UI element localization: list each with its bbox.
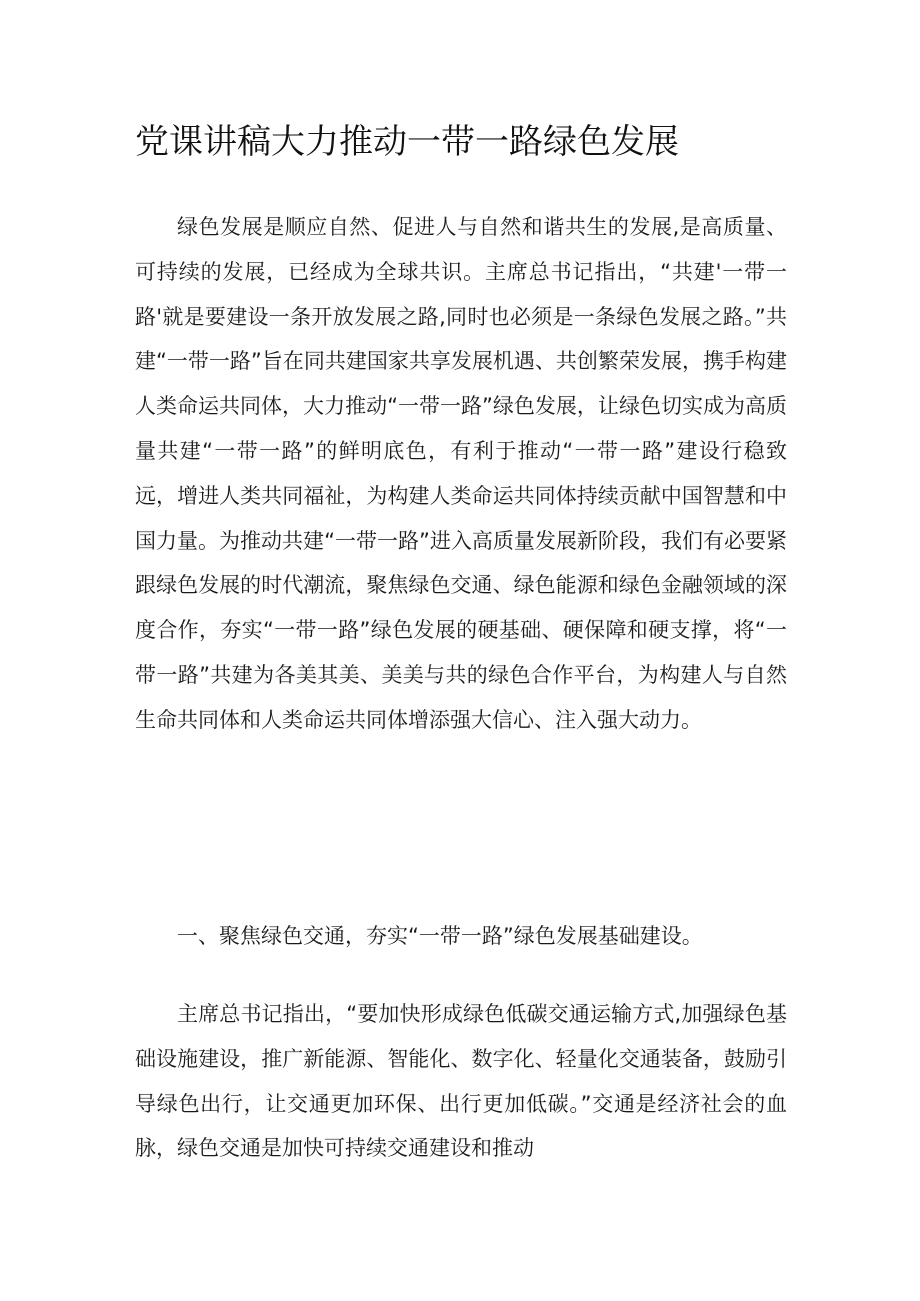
document-title: 党课讲稿大力推动一带一路绿色发展 [135,122,679,162]
section-heading-1: 一、聚焦绿色交通，夯实“一带一路”绿色发展基础建设。 [177,924,703,948]
body-paragraph-intro: 绿色发展是顺应自然、促进人与自然和谐共生的发展,是高质量、可持续的发展，已经成为全球共识。主席总书记指出，“共建'一带一路'就是要建设一条开放发展之路,同时也必须是一条绿色发展之路。”共建“一带一路”旨在同共建国家共享发展机遇、共创繁荣发展，携手构建人类命运共同体，大力推动“一带一路”绿色发展，让绿色切实成为高质量共建“一带一路”的鲜明底色，有利于推动“一带一路”建设行稳致远，增进人类共同福祉，为构建人类命运共同体持续贡献中国智慧和中国力量。为推动共建“一带一路”进入高质量发展新阶段，我们有必要紧跟绿色发展的时代潮流，聚焦绿色交通、绿色能源和绿色金融领域的深度合作，夯实“一带一路”绿色发展的硬基础、硬保障和硬支撑，将“一带一路”共建为各美其美、美美与共的绿色合作平台，为构建人与自然生命共同体和人类命运共同体增添强大信心、注入强大动力。 [135,215,787,732]
body-paragraph-green-transport: 主席总书记指出，“要加快形成绿色低碳交通运输方式,加强绿色基础设施建设，推广新能源、智能化、数字化、轻量化交通装备，鼓励引导绿色出行，让交通更加环保、出行更加低碳。”交通是经济社会的血脉，绿色交通是加快可持续交通建设和推动 [135,1002,787,1161]
